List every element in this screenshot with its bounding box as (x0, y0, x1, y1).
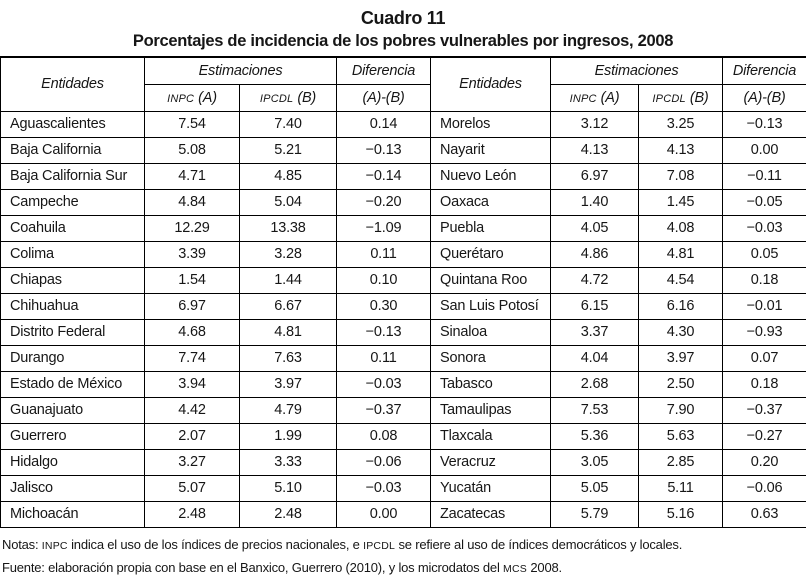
cell-ipcdl: 2.48 (240, 501, 337, 527)
table-subtitle: Porcentajes de incidencia de los pobres vulnerables por ingresos, 2008 (132, 32, 674, 50)
incidence-table (0, 56, 806, 528)
cell-entidad: Oaxaca (431, 189, 551, 215)
cell-diferencia: −0.03 (723, 215, 806, 241)
cell-diferencia: −0.11 (723, 163, 806, 189)
cell-ipcdl: 7.08 (639, 163, 723, 189)
cell-ipcdl: 1.44 (240, 267, 337, 293)
cell-ipcdl: 6.16 (639, 293, 723, 319)
table-row (1, 475, 806, 501)
cell-entidad: Baja California Sur (1, 163, 145, 189)
cell-entidad: Yucatán (431, 475, 551, 501)
table-header (1, 57, 806, 111)
table-row (1, 163, 806, 189)
cell-entidad: Jalisco (1, 475, 145, 501)
cell-inpc: 3.05 (551, 449, 639, 475)
cell-inpc: 3.94 (145, 371, 240, 397)
cell-ipcdl: 7.90 (639, 397, 723, 423)
table-row (1, 111, 806, 137)
inpc-label: INPC (569, 92, 597, 105)
note-text: se refiere al uso de índices democráticos y locales. (395, 536, 683, 552)
cell-ipcdl: 5.63 (639, 423, 723, 449)
table-row (1, 449, 806, 475)
cell-inpc: 3.39 (145, 241, 240, 267)
cell-diferencia: −0.06 (337, 449, 431, 475)
cell-diferencia: 0.05 (723, 241, 806, 267)
cell-inpc: 5.05 (551, 475, 639, 501)
cell-inpc: 2.48 (145, 501, 240, 527)
cell-diferencia: 0.63 (723, 501, 806, 527)
cell-ipcdl: 2.50 (639, 371, 723, 397)
cell-diferencia: −0.13 (723, 111, 806, 137)
cell-entidad: Nayarit (431, 137, 551, 163)
cell-inpc: 4.05 (551, 215, 639, 241)
cell-ipcdl: 13.38 (240, 215, 337, 241)
table-row (1, 423, 806, 449)
cell-inpc: 6.15 (551, 293, 639, 319)
cell-inpc: 3.12 (551, 111, 639, 137)
cell-ipcdl: 4.81 (639, 241, 723, 267)
ipcdl-b-suffix: (B) (689, 89, 709, 106)
cell-inpc: 4.68 (145, 319, 240, 345)
cell-entidad: Coahuila (1, 215, 145, 241)
header-entidades-right: Entidades (431, 57, 551, 111)
cell-diferencia: 0.11 (337, 241, 431, 267)
cell-diferencia: −0.13 (337, 319, 431, 345)
cell-inpc: 4.72 (551, 267, 639, 293)
cell-diferencia: 0.08 (337, 423, 431, 449)
table-body (1, 111, 806, 527)
header-diferencia-right: Diferencia (723, 57, 806, 84)
cell-ipcdl: 3.97 (240, 371, 337, 397)
table-row (1, 501, 806, 527)
cell-diferencia: 0.07 (723, 345, 806, 371)
cell-ipcdl: 4.13 (639, 137, 723, 163)
header-inpc-a-right (551, 84, 639, 111)
cell-inpc: 12.29 (145, 215, 240, 241)
cell-ipcdl: 7.40 (240, 111, 337, 137)
cell-ipcdl: 5.11 (639, 475, 723, 501)
cell-inpc: 4.04 (551, 345, 639, 371)
cell-entidad: Distrito Federal (1, 319, 145, 345)
cell-diferencia: −0.14 (337, 163, 431, 189)
cell-diferencia: −0.93 (723, 319, 806, 345)
cell-ipcdl: 7.63 (240, 345, 337, 371)
cell-diferencia: 0.11 (337, 345, 431, 371)
abbreviation: IPCDL (363, 539, 396, 552)
abbreviation: INPC (41, 539, 68, 552)
cell-inpc: 4.84 (145, 189, 240, 215)
cell-inpc: 2.07 (145, 423, 240, 449)
abbreviation: MCS (503, 562, 527, 575)
cell-inpc: 5.08 (145, 137, 240, 163)
cell-entidad: Hidalgo (1, 449, 145, 475)
cell-diferencia: 0.20 (723, 449, 806, 475)
cell-inpc: 1.40 (551, 189, 639, 215)
table-row (1, 345, 806, 371)
header-estimaciones-right: Estimaciones (551, 57, 723, 84)
cell-entidad: Tamaulipas (431, 397, 551, 423)
cell-entidad: Morelos (431, 111, 551, 137)
table-row (1, 267, 806, 293)
cell-entidad: Quintana Roo (431, 267, 551, 293)
header-ipcdl-b-right (639, 84, 723, 111)
note-fuente (2, 557, 804, 580)
cell-diferencia: 0.18 (723, 267, 806, 293)
cell-entidad: Chiapas (1, 267, 145, 293)
cell-entidad: Colima (1, 241, 145, 267)
cell-inpc: 4.71 (145, 163, 240, 189)
cell-ipcdl: 2.85 (639, 449, 723, 475)
inpc-label: INPC (167, 92, 195, 105)
note-text: 2008. (526, 559, 562, 575)
header-formula-right: (A)-(B) (723, 84, 806, 111)
cell-entidad: San Luis Potosí (431, 293, 551, 319)
cell-entidad: Puebla (431, 215, 551, 241)
cell-ipcdl: 3.25 (639, 111, 723, 137)
cell-inpc: 2.68 (551, 371, 639, 397)
cell-inpc: 7.53 (551, 397, 639, 423)
cell-inpc: 1.54 (145, 267, 240, 293)
cell-diferencia: −1.09 (337, 215, 431, 241)
cell-ipcdl: 4.85 (240, 163, 337, 189)
cell-ipcdl: 5.04 (240, 189, 337, 215)
cell-entidad: Campeche (1, 189, 145, 215)
table-row (1, 215, 806, 241)
cell-inpc: 4.86 (551, 241, 639, 267)
cell-entidad: Estado de México (1, 371, 145, 397)
cell-diferencia: −0.05 (723, 189, 806, 215)
note-text: Notas: (2, 536, 42, 552)
cell-ipcdl: 5.16 (639, 501, 723, 527)
header-row-top (1, 57, 806, 84)
cell-entidad: Zacatecas (431, 501, 551, 527)
cell-entidad: Nuevo León (431, 163, 551, 189)
cell-inpc: 6.97 (145, 293, 240, 319)
cell-ipcdl: 4.81 (240, 319, 337, 345)
cell-entidad: Veracruz (431, 449, 551, 475)
cell-ipcdl: 4.08 (639, 215, 723, 241)
cell-inpc: 4.42 (145, 397, 240, 423)
cell-entidad: Guerrero (1, 423, 145, 449)
table-row (1, 241, 806, 267)
header-inpc-a-left (145, 84, 240, 111)
cell-ipcdl: 4.30 (639, 319, 723, 345)
cell-diferencia: 0.00 (337, 501, 431, 527)
header-estimaciones-left: Estimaciones (145, 57, 337, 84)
table-row (1, 371, 806, 397)
cell-entidad: Sinaloa (431, 319, 551, 345)
cell-entidad: Michoacán (1, 501, 145, 527)
header-entidades-left: Entidades (1, 57, 145, 111)
table-row (1, 319, 806, 345)
note-text: Fuente: elaboración propia con base en el Banxico, Guerrero (2010), y los microdatos del (2, 559, 504, 575)
inpc-a-suffix: (A) (600, 89, 620, 106)
cell-inpc: 7.74 (145, 345, 240, 371)
cell-diferencia: −0.37 (337, 397, 431, 423)
cell-inpc: 3.27 (145, 449, 240, 475)
header-formula-left: (A)-(B) (337, 84, 431, 111)
cell-diferencia: 0.14 (337, 111, 431, 137)
header-diferencia-left: Diferencia (337, 57, 431, 84)
header-ipcdl-b-left (240, 84, 337, 111)
cell-inpc: 5.79 (551, 501, 639, 527)
cell-inpc: 4.13 (551, 137, 639, 163)
cell-entidad: Aguascalientes (1, 111, 145, 137)
note-text: indica el uso de los índices de precios nacionales, e (67, 536, 364, 552)
cell-diferencia: −0.37 (723, 397, 806, 423)
ipcdl-label: IPCDL (259, 92, 294, 105)
ipcdl-label: IPCDL (652, 92, 686, 105)
cell-diferencia: −0.27 (723, 423, 806, 449)
cell-ipcdl: 4.54 (639, 267, 723, 293)
table-row (1, 397, 806, 423)
cell-ipcdl: 3.33 (240, 449, 337, 475)
cell-diferencia: −0.03 (337, 475, 431, 501)
cell-entidad: Tlaxcala (431, 423, 551, 449)
cell-entidad: Guanajuato (1, 397, 145, 423)
cell-entidad: Durango (1, 345, 145, 371)
cell-inpc: 3.37 (551, 319, 639, 345)
cell-ipcdl: 1.99 (240, 423, 337, 449)
cell-ipcdl: 1.45 (639, 189, 723, 215)
table-row (1, 293, 806, 319)
cell-diferencia: 0.10 (337, 267, 431, 293)
cell-entidad: Baja California (1, 137, 145, 163)
cell-ipcdl: 4.79 (240, 397, 337, 423)
cell-inpc: 5.07 (145, 475, 240, 501)
table-title: Cuadro 11 (360, 8, 446, 28)
cell-diferencia: −0.13 (337, 137, 431, 163)
cell-diferencia: 0.30 (337, 293, 431, 319)
cell-ipcdl: 5.21 (240, 137, 337, 163)
cell-entidad: Sonora (431, 345, 551, 371)
table-row (1, 189, 806, 215)
cell-diferencia: 0.18 (723, 371, 806, 397)
cell-entidad: Tabasco (431, 371, 551, 397)
cell-inpc: 7.54 (145, 111, 240, 137)
table-notes (0, 528, 806, 580)
table-row (1, 137, 806, 163)
cell-diferencia: −0.03 (337, 371, 431, 397)
cell-ipcdl: 3.97 (639, 345, 723, 371)
inpc-a-suffix: (A) (198, 89, 217, 106)
cell-diferencia: 0.00 (723, 137, 806, 163)
cell-diferencia: −0.20 (337, 189, 431, 215)
cell-inpc: 6.97 (551, 163, 639, 189)
cell-ipcdl: 6.67 (240, 293, 337, 319)
note-notas (2, 534, 804, 557)
cell-inpc: 5.36 (551, 423, 639, 449)
ipcdl-b-suffix: (B) (297, 89, 317, 106)
cell-ipcdl: 5.10 (240, 475, 337, 501)
cell-entidad: Chihuahua (1, 293, 145, 319)
cell-entidad: Querétaro (431, 241, 551, 267)
cell-ipcdl: 3.28 (240, 241, 337, 267)
cell-diferencia: −0.06 (723, 475, 806, 501)
cell-diferencia: −0.01 (723, 293, 806, 319)
